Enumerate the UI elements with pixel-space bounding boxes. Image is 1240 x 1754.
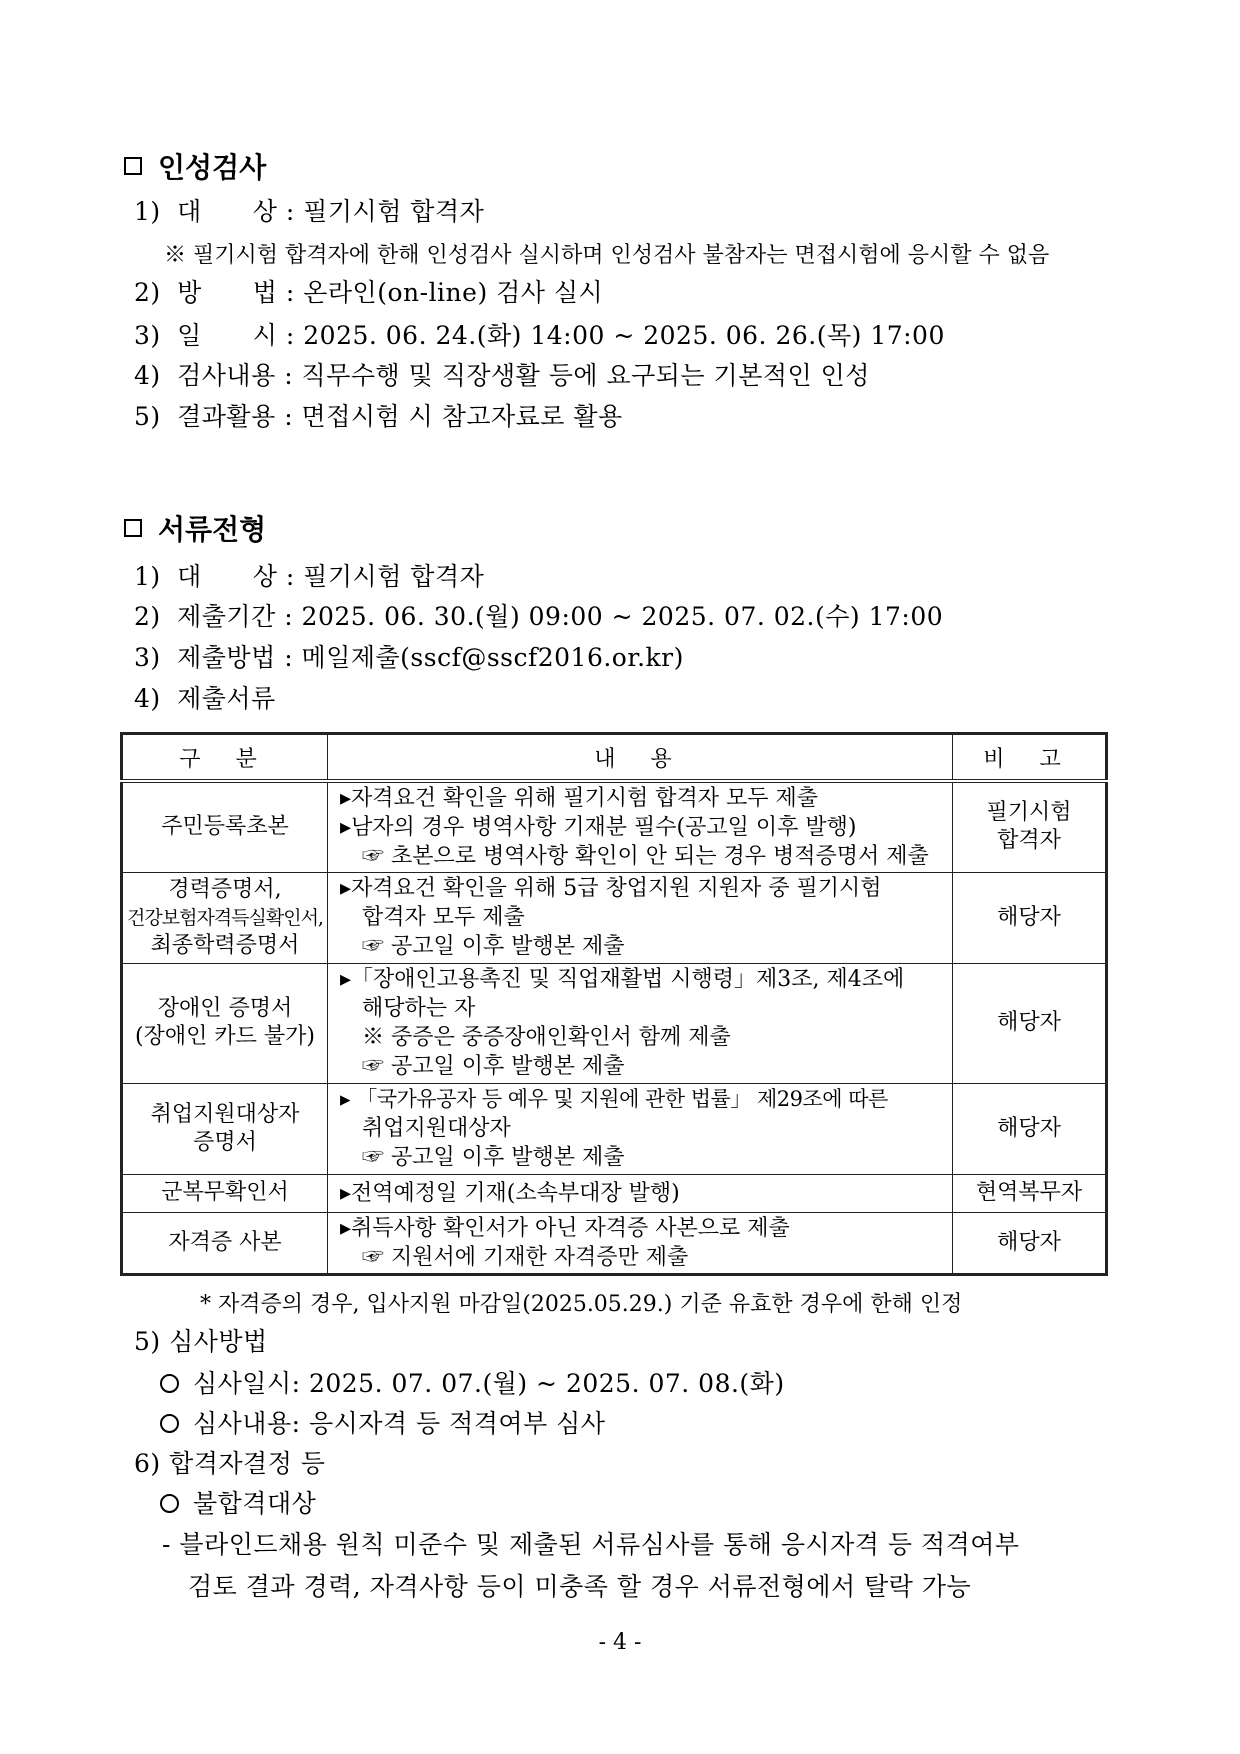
s2-item-2 <box>134 601 943 633</box>
item-label: 검사내용 <box>177 361 276 390</box>
content-line: 해당하는 자 <box>362 996 476 1021</box>
row-category <box>122 1083 328 1174</box>
item-number: 4) <box>134 684 161 713</box>
bullet-text: 심사일시: 2025. 07. 07.(월) ~ 2025. 07. 08.(화) <box>193 1369 785 1398</box>
item-label: 일 시 <box>177 321 278 350</box>
item-label: 제출방법 <box>177 643 276 672</box>
decision-heading: 6) 합격자결정 등 <box>134 1449 326 1478</box>
content-line: ▸취득사항 확인서가 아닌 자격증 사본으로 제출 <box>340 1215 790 1241</box>
item-label: 결과활용 <box>177 402 276 431</box>
item-label: 방 법 <box>177 278 278 307</box>
table-row <box>122 1083 1107 1174</box>
bullet-text: 불합격대상 <box>193 1489 317 1518</box>
submission-documents-table <box>120 732 1108 1276</box>
review-bullet-2 <box>160 1408 605 1440</box>
s1-item-5 <box>134 401 623 433</box>
row-note <box>953 1212 1107 1274</box>
row-category <box>122 1212 328 1274</box>
content-line: ☞ 공고일 이후 발행본 제출 <box>362 1054 625 1079</box>
item-text: : 2025. 06. 30.(월) 09:00 ~ 2025. 07. 02.(수) 17:00 <box>284 602 944 631</box>
s1-item-1 <box>134 196 484 228</box>
row-note <box>953 963 1107 1083</box>
decision-dash-line-1: - 블라인드채용 원칙 미준수 및 제출된 서류심사를 통해 응시자격 등 적격여부 <box>162 1530 1020 1559</box>
note-line: 현역복무자 <box>975 1180 1083 1205</box>
s2-item-1 <box>134 561 484 593</box>
item-text: : 메일제출(sscf@sscf2016.or.kr) <box>284 643 684 672</box>
decision-bullet <box>160 1488 316 1520</box>
circle-bullet-icon <box>160 1374 179 1393</box>
table-row <box>122 1174 1107 1212</box>
circle-bullet-icon <box>160 1414 179 1433</box>
row-note <box>953 781 1107 872</box>
item-number: 3) <box>134 321 161 350</box>
row-content <box>328 1174 953 1212</box>
section-title-personality-test <box>124 146 266 186</box>
table-footnote: * 자격증의 경우, 입사지원 마감일(2025.05.29.) 기준 유효한 경우에 한해 인정 <box>200 1292 963 1317</box>
content-line: ▸자격요건 확인을 위해 필기시험 합격자 모두 제출 <box>340 785 819 811</box>
section-title-text: 서류전형 <box>158 513 267 546</box>
row-note <box>953 1083 1107 1174</box>
checkbox-square-icon <box>124 519 142 537</box>
category-line: (장애인 카드 불가) <box>135 1024 315 1049</box>
bullet-text: 심사내용: 응시자격 등 적격여부 심사 <box>193 1409 606 1438</box>
decision-dash-line-2: 검토 결과 경력, 자격사항 등이 미충족 할 경우 서류전형에서 탈락 가능 <box>188 1572 972 1601</box>
item-number: 1) <box>134 562 161 591</box>
note-line: 해당자 <box>997 1010 1061 1035</box>
item-text: : 직무수행 및 직장생활 등에 요구되는 기본적인 인성 <box>284 361 870 390</box>
item-text: : 2025. 06. 24.(화) 14:00 ~ 2025. 06. 26.(목) 17:00 <box>285 321 945 350</box>
content-line: ☞ 초본으로 병역사항 확인이 안 되는 경우 병적증명서 제출 <box>362 843 929 869</box>
item-text: : 온라인(on-line) 검사 실시 <box>285 278 604 307</box>
content-line: ☞ 지원서에 기재한 자격증만 제출 <box>362 1244 689 1270</box>
item-text: : 면접시험 시 참고자료로 활용 <box>284 402 623 431</box>
page-number: - 4 - <box>598 1630 642 1655</box>
category-line: 군복무확인서 <box>161 1180 289 1205</box>
item-text: : 필기시험 합격자 <box>285 197 485 226</box>
item-label: 대 상 <box>177 197 278 226</box>
category-line: 최종학력증명서 <box>150 932 300 958</box>
note-line: 해당자 <box>997 1229 1061 1255</box>
category-line: 주민등록초본 <box>161 814 289 840</box>
s1-item-2 <box>134 277 603 309</box>
checkbox-square-icon <box>124 157 142 175</box>
content-line: ※ 중증은 중증장애인확인서 함께 제출 <box>362 1025 731 1050</box>
content-line: ▸전역예정일 기재(소속부대장 발행) <box>340 1180 680 1206</box>
row-content <box>328 781 953 872</box>
table-row <box>122 1212 1107 1274</box>
item-number: 2) <box>134 278 161 307</box>
row-category <box>122 872 328 963</box>
row-note <box>953 872 1107 963</box>
row-content <box>328 1212 953 1274</box>
item-text: : 필기시험 합격자 <box>285 562 485 591</box>
content-line: ▸자격요건 확인을 위해 5급 창업지원 지원자 중 필기시험 <box>340 876 882 901</box>
section-title-document-screening <box>124 508 266 548</box>
s1-item-3 <box>134 320 945 352</box>
section-title-text: 인성검사 <box>158 151 267 184</box>
row-content <box>328 872 953 963</box>
table-row <box>122 872 1107 963</box>
category-line: 건강보험자격득실확인서, <box>127 906 323 929</box>
category-line: 취업지원대상자 <box>150 1101 300 1127</box>
row-category <box>122 781 328 872</box>
table-row <box>122 781 1107 872</box>
content-line: ☞ 공고일 이후 발행본 제출 <box>362 934 625 959</box>
content-line: 취업지원대상자 <box>362 1116 511 1141</box>
content-line: ☞ 공고일 이후 발행본 제출 <box>362 1145 625 1170</box>
item-number: 5) <box>134 402 161 431</box>
s2-item-4 <box>134 683 276 715</box>
note-line: 필기시험 <box>986 800 1072 826</box>
header-content: 내 용 <box>328 734 953 782</box>
review-bullet-1 <box>160 1368 785 1400</box>
content-line: ▸ 「국가유공자 등 예우 및 지원에 관한 법률」 제29조에 따른 <box>340 1087 888 1111</box>
content-line: 합격자 모두 제출 <box>362 905 525 930</box>
row-category <box>122 1174 328 1212</box>
row-category <box>122 963 328 1083</box>
row-note <box>953 1174 1107 1212</box>
item-number: 1) <box>134 197 161 226</box>
note-line: 해당자 <box>997 1115 1061 1141</box>
item-number: 3) <box>134 643 161 672</box>
category-line: 경력증명서, <box>168 876 282 902</box>
item-number: 4) <box>134 361 161 390</box>
table-header-row <box>122 734 1107 782</box>
note-line: 합격자 <box>997 828 1061 854</box>
s2-item-3 <box>134 642 684 674</box>
note-line: 해당자 <box>997 904 1061 930</box>
review-heading: 5) 심사방법 <box>134 1327 268 1356</box>
circle-bullet-icon <box>160 1494 179 1513</box>
category-line: 장애인 증명서 <box>157 996 293 1021</box>
table-row <box>122 963 1107 1083</box>
item-label: 대 상 <box>177 562 278 591</box>
row-content <box>328 1083 953 1174</box>
s1-note: ※ 필기시험 합격자에 한해 인성검사 실시하며 인성검사 불참자는 면접시험에 응시할 수 없음 <box>164 243 1050 268</box>
header-note: 비 고 <box>953 734 1107 782</box>
category-line: 증명서 <box>193 1129 257 1155</box>
category-line: 자격증 사본 <box>168 1229 282 1255</box>
item-number: 2) <box>134 602 161 631</box>
content-line: ▸남자의 경우 병역사항 기재분 필수(공고일 이후 발행) <box>340 814 857 840</box>
s1-item-4 <box>134 360 870 392</box>
item-label: 제출서류 <box>177 684 276 713</box>
content-line: ▸「장애인고용촉진 및 직업재활법 시행령」제3조, 제4조에 <box>340 967 905 992</box>
header-category: 구 분 <box>122 734 328 782</box>
row-content <box>328 963 953 1083</box>
item-label: 제출기간 <box>177 602 276 631</box>
